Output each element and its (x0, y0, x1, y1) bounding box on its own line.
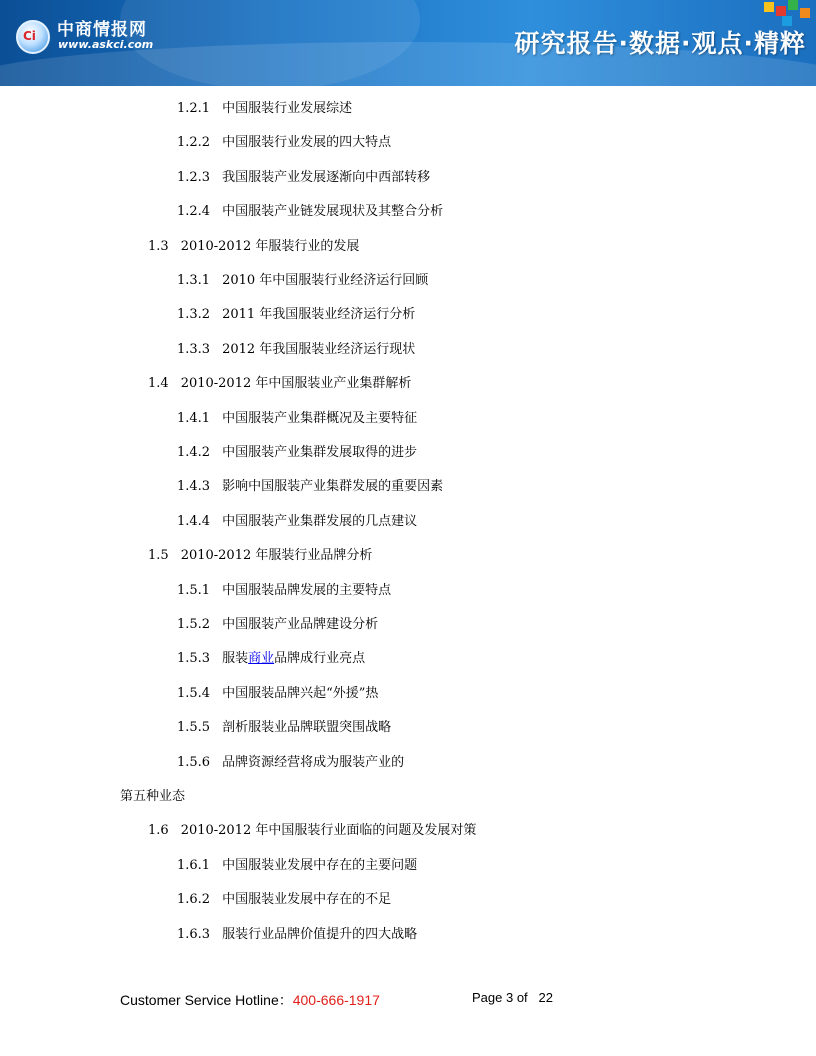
header-banner (0, 0, 816, 86)
toc-entry[interactable] (148, 239, 359, 255)
logo-mark: Ci (23, 29, 36, 43)
toc-entry[interactable] (177, 720, 391, 736)
toc-entry-text: 2010-2012 年服装行业的发展 (180, 238, 360, 254)
toc-entry[interactable] (148, 823, 476, 839)
toc-entry-text: 服装行业品牌价值提升的四大战略 (222, 926, 418, 942)
toc-entry-text: 剖析服装业品牌联盟突围战略 (222, 720, 392, 736)
toc-entry-text: 2012 年我国服装业经济运行现状 (222, 341, 416, 357)
toc-entry[interactable] (177, 514, 417, 530)
toc-entry-text: 2010-2012 年中国服装行业面临的问题及发展对策 (180, 823, 477, 839)
logo-icon[interactable] (16, 20, 50, 54)
page-indicator (472, 990, 553, 1005)
toc-entry-number: 1.2.1 (177, 101, 211, 116)
toc-entry-text: 影响中国服装产业集群发展的重要因素 (222, 479, 444, 495)
toc-entry-text: 中国服装品牌兴起“外援”热 (222, 685, 379, 701)
toc-entry-link[interactable]: 商业 (248, 651, 275, 667)
toc-entry[interactable] (177, 342, 415, 358)
toc-entry[interactable] (177, 101, 352, 117)
toc-entry[interactable] (177, 617, 378, 633)
toc-entry-text: 中国服装产业链发展现状及其整合分析 (222, 204, 444, 220)
toc-entry-text: 2010-2012 年中国服装业产业集群解析 (180, 376, 412, 392)
toc-entry-number: 1.6 (148, 823, 169, 839)
toc-entry-text: 中国服装产业品牌建设分析 (222, 617, 379, 632)
toc-entry-number: 1.6.3 (177, 926, 211, 942)
toc-entry-text: 中国服装行业发展综述 (222, 101, 353, 116)
toc-entry-number: 1.5 (148, 548, 169, 564)
toc-entry-number: 1.5.5 (177, 720, 211, 736)
toc-entry[interactable] (177, 273, 428, 289)
toc-entry[interactable] (177, 445, 417, 461)
slogan: 研究报告·数据·观点·精粹 (514, 29, 806, 58)
toc-entry-number: 1.4.2 (177, 445, 211, 460)
toc-entry[interactable] (177, 135, 391, 151)
toc-entry-number: 1.5.3 (177, 651, 211, 667)
toc-entry[interactable] (177, 892, 391, 908)
toc-heading-text: 第五种业态 (120, 789, 186, 804)
toc-entry[interactable] (148, 548, 372, 564)
toc-entry[interactable] (177, 479, 443, 495)
toc-entry[interactable] (177, 411, 417, 427)
hotline-label: Customer Service Hotline： (120, 992, 293, 1008)
toc-entry-number: 1.2.3 (177, 169, 211, 185)
toc-entry-text: 2011 年我国服装业经济运行分析 (222, 307, 416, 323)
toc-entry-number: 1.5.4 (177, 685, 211, 701)
footer-hotline (120, 990, 380, 1010)
logo-name[interactable]: 中商情报网 (57, 20, 147, 40)
toc-entry-number: 1.4 (148, 376, 169, 392)
toc-entry-text: 中国服装产业集群发展取得的进步 (222, 445, 418, 460)
toc-entry-number: 1.2.2 (177, 135, 211, 151)
toc-entry[interactable] (177, 307, 415, 323)
toc-entry-text: 我国服装产业发展逐渐向中西部转移 (222, 169, 431, 185)
toc-entry[interactable] (177, 583, 391, 599)
toc-entry-text: 品牌成行业亮点 (274, 651, 366, 667)
toc-entry-text: 中国服装业发展中存在的主要问题 (222, 857, 418, 873)
toc-entry-number: 1.2.4 (177, 204, 211, 220)
toc-entry-number: 1.5.6 (177, 754, 211, 770)
toc-entry-text: 2010-2012 年服装行业品牌分析 (180, 548, 373, 564)
toc-entry[interactable] (177, 686, 378, 702)
toc-entry-number: 1.3.1 (177, 273, 211, 288)
toc-entry-text: 2010 年中国服装行业经济运行回顾 (222, 273, 429, 288)
toc-entry-number: 1.3.2 (177, 307, 211, 323)
page-total: 22 (538, 990, 553, 1005)
toc-entry[interactable] (177, 170, 430, 186)
toc-entry[interactable] (177, 651, 365, 667)
toc-entry-number: 1.3 (148, 238, 169, 254)
toc-entry-number: 1.6.1 (177, 857, 211, 873)
toc-entry[interactable] (177, 204, 443, 220)
toc-entry-text: 品牌资源经营将成为服装产业的 (222, 754, 405, 770)
toc-entry-text: 服装 (222, 651, 249, 667)
toc-entry-text: 中国服装业发展中存在的不足 (222, 892, 392, 908)
toc-entry[interactable] (177, 755, 404, 771)
toc-entry-text: 中国服装产业集群概况及主要特征 (222, 410, 418, 426)
toc-entry-text: 中国服装产业集群发展的几点建议 (222, 513, 418, 529)
toc-entry-number: 1.4.1 (177, 410, 211, 426)
toc-entry-number: 1.4.4 (177, 513, 211, 529)
toc-entry-number: 1.5.2 (177, 617, 211, 632)
page-label: Page 3 of (472, 990, 528, 1005)
toc-entry-number: 1.4.3 (177, 479, 211, 495)
logo-url[interactable]: www.askci.com (58, 38, 154, 51)
toc-entry[interactable] (148, 376, 411, 392)
toc-entry-number: 1.3.3 (177, 341, 211, 357)
toc-entry-number: 1.6.2 (177, 892, 211, 908)
toc-entry-number: 1.5.1 (177, 582, 211, 598)
toc-entry[interactable] (177, 858, 417, 874)
hotline-number[interactable]: 400-666-1917 (292, 992, 380, 1008)
toc-entry-text: 中国服装品牌发展的主要特点 (222, 582, 392, 598)
toc-entry-text: 中国服装行业发展的四大特点 (222, 135, 392, 151)
toc-heading[interactable] (120, 789, 185, 805)
toc-entry[interactable] (177, 927, 417, 943)
